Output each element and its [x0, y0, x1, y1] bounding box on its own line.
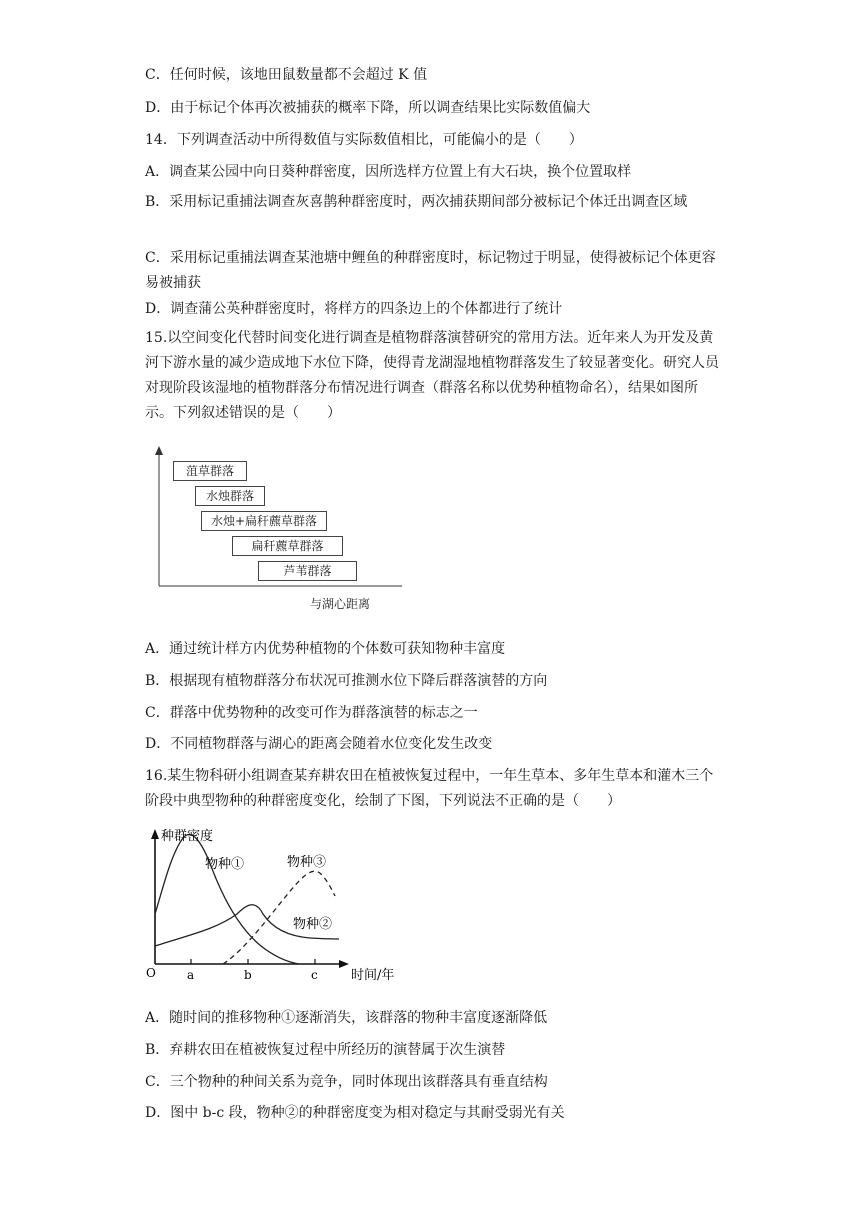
q16-stem: 16.某生物科研小组调查某弃耕农田在植被恢复过程中，一年生草本、多年生草本和灌木三个阶段中典型物种的种群密度变化，绘制了下图，下列说法不正确的是（ ）: [145, 768, 714, 809]
community-distribution-figure: [150, 440, 410, 620]
q14-option-b: B．采用标记重捕法调查灰喜鹊种群密度时，两次捕获期间部分被标记个体迁出调查区域: [145, 194, 688, 210]
q16-option-b: B．弃耕农田在植被恢复过程中所经历的演替属于次生演替: [145, 1042, 506, 1058]
x-axis-arrow: [339, 960, 349, 968]
q16-option-d: D．图中 b-c 段，物种②的种群密度变为相对稳定与其耐受弱光有关: [145, 1105, 565, 1121]
community-box-5: 芦苇群落: [258, 561, 357, 581]
q15-option-a: A．通过统计样方内优势种植物的个体数可获知物种丰富度: [145, 641, 506, 657]
community-box-2: 水烛群落: [195, 486, 265, 506]
population-density-chart: [145, 826, 410, 982]
q14-option-c: C．采用标记重捕法调查某池塘中鲤鱼的种群密度时，标记物过于明显，使得被标记个体更容易被捕获: [145, 250, 716, 291]
q13-option-c: C．任何时候，该地田鼠数量都不会超过 K 值: [145, 67, 428, 83]
q16-option-c: C．三个物种的种间关系为竞争，同时体现出该群落具有垂直结构: [145, 1074, 548, 1090]
x-tick-label-a: a: [187, 968, 195, 982]
q14-option-a: A．调查某公园中向日葵种群密度，因所选样方位置上有大石块，换个位置取样: [145, 164, 632, 180]
x-axis-label: 时间/年: [351, 968, 395, 982]
q15-option-d: D．不同植物群落与湖心的距离会随着水位变化发生改变: [145, 736, 493, 752]
series-line-species-1: [155, 834, 299, 964]
community-box-4: 扁秆藨草群落: [232, 536, 343, 556]
community-xlabel: 与湖心距离: [310, 597, 371, 611]
q15-option-b: B．根据现有植物群落分布状况可推测水位下降后群落演替的方向: [145, 673, 548, 689]
series-label-species-1: 物种①: [205, 857, 245, 872]
q13-option-d: D．由于标记个体再次被捕获的概率下降，所以调查结果比实际数值偏大: [145, 100, 591, 116]
series-label-species-2: 物种②: [293, 917, 333, 932]
q14-option-d: D．调查蒲公英种群密度时，将样方的四条边上的个体都进行了统计: [145, 301, 563, 317]
q14-stem: 14．下列调查活动中所得数值与实际数值相比，可能偏小的是（ ）: [145, 132, 583, 148]
q15-option-c: C．群落中优势物种的改变可作为群落演替的标志之一: [145, 705, 478, 721]
community-box-1: 菹草群落: [173, 461, 247, 481]
density-chart-svg: [145, 826, 410, 982]
x-tick-label-b: b: [244, 968, 252, 982]
y-axis-label: 种群密度: [161, 829, 214, 844]
series-label-species-3: 物种③: [287, 855, 327, 870]
y-axis-arrow: [151, 829, 159, 839]
q16-option-a: A．随时间的推移物种①逐渐消失，该群落的物种丰富度逐渐降低: [145, 1010, 548, 1026]
q15-stem: 15.以空间变化代替时间变化进行调查是植物群落演替研究的常用方法。近年来人为开发及黄河下游水量的减少造成地下水位下降，使得青龙湖湿地植物群落发生了较显著变化。研究人员对现阶段该湿地的植物群落分布情况进行调查（群落名称以优势种植物命名），结果如图所示。下列叙述错误的是（ ）: [145, 330, 719, 421]
x-tick-label-c: c: [311, 968, 318, 982]
origin-label: O: [146, 966, 156, 980]
community-box-3: 水烛+扁秆藨草群落: [201, 511, 327, 531]
